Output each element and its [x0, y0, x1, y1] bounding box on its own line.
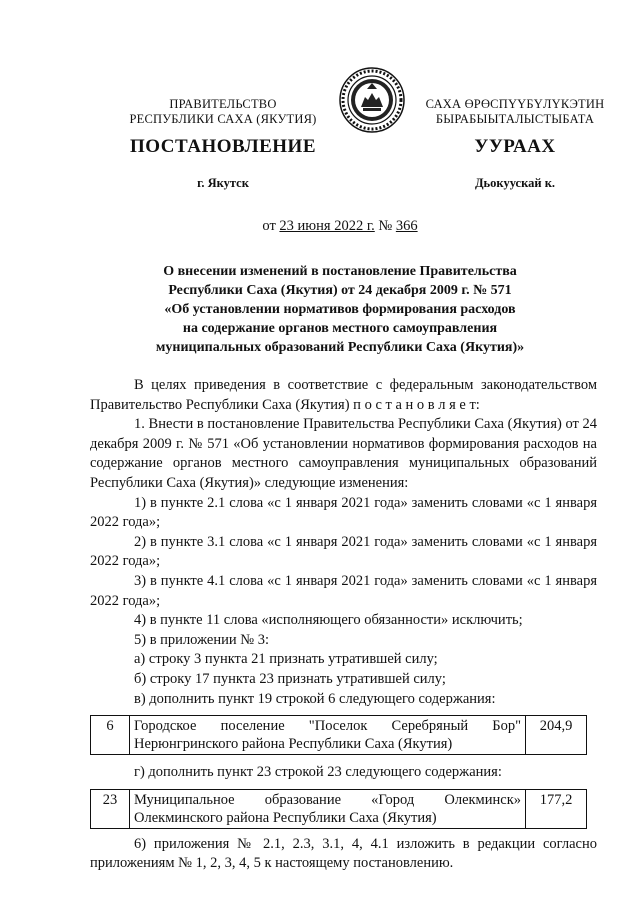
insert-table-2	[90, 789, 587, 829]
norm-value: 204,9	[526, 716, 587, 755]
title-line: муниципальных образований Республики Саха (Якутия)»	[155, 340, 525, 355]
document-title	[60, 262, 620, 357]
title-line: О внесении изменений в постановление Правительства	[163, 264, 517, 279]
table-row	[91, 716, 587, 755]
subitem-1: 1) в пункте 2.1 слова «с 1 января 2021 года» заменить словами «с 1 января 2022 года»;	[90, 494, 597, 531]
table-row	[91, 789, 587, 828]
norm-value: 177,2	[526, 789, 587, 828]
document-body	[90, 376, 597, 874]
header-left-org	[118, 97, 328, 127]
item-1: 1. Внести в постановление Правительства Республики Саха (Якутия) от 24 декабря 2009 г. № 571 «Об установлении нормативов формирования расходов на содержание органов местного самоуправления муниципальных образований Республики Саха (Якутия)» следующие изменения:	[90, 416, 597, 491]
subitem-5d: г) дополнить пункт 23 строкой 23 следующего содержания:	[134, 764, 502, 781]
header-left-line1: ПРАВИТЕЛЬСТВО	[169, 97, 277, 111]
coat-of-arms-emblem	[339, 67, 405, 133]
city-left: г. Якутск	[197, 176, 249, 190]
title-line: «Об установлении нормативов формирования расходов	[164, 302, 516, 317]
date-prefix: от	[262, 218, 276, 234]
subitem-5a: а) строку 3 пункта 21 признать утратившей силу;	[134, 651, 438, 668]
doc-number: 366	[395, 218, 418, 234]
subitem-5c: в) дополнить пункт 19 строкой 6 следующего содержания:	[134, 690, 496, 707]
header-right-org	[415, 97, 615, 127]
municipality-name: Муниципальное образование «Город Олекминск» Олекминского района Республики Саха (Якутия)	[130, 789, 526, 828]
doc-date: 23 июня 2022 г.	[279, 218, 375, 234]
subitem-5: 5) в приложении № 3:	[134, 631, 269, 648]
header-right-line1: САХА ӨРӨСПҮҮБҮЛҮКЭТИН	[425, 97, 605, 111]
number-sign: №	[378, 218, 393, 234]
intro-paragraph: В целях приведения в соответствие с федеральным законодательством Правительство Республики Саха (Якутия) п о с т а н о в л я е т:	[90, 377, 597, 413]
insert-table-1	[90, 715, 587, 755]
subitem-3: 3) в пункте 4.1 слова «с 1 января 2021 года» заменить словами «с 1 января 2022 года»;	[90, 572, 597, 609]
title-line: Республики Саха (Якутия) от 24 декабря 2009 г. № 571	[168, 283, 512, 298]
header-right-line2: БЫРАБЫЫТАЛЫСТЫБАТА	[435, 112, 595, 126]
subitem-6: 6) приложения № 2.1, 2.3, 3.1, 4, 4.1 изложить в редакции согласно приложениям № 1, 2, 3, 4, 5 к настоящему постановлению.	[90, 835, 597, 872]
city-right: Дьокуускай к.	[474, 176, 556, 190]
doc-type-left: ПОСТАНОВЛЕНИЕ	[129, 136, 317, 157]
subitem-2: 2) в пункте 3.1 слова «с 1 января 2021 года» заменить словами «с 1 января 2022 года»;	[90, 533, 597, 570]
row-number: 23	[91, 789, 130, 828]
header-left-line2: РЕСПУБЛИКИ САХА (ЯКУТИЯ)	[129, 112, 317, 126]
title-line: на содержание органов местного самоуправления	[182, 321, 498, 336]
row-number: 6	[91, 716, 130, 755]
doc-type-right: УУРААХ	[474, 136, 556, 157]
date-line	[0, 217, 640, 237]
subitem-4: 4) в пункте 11 слова «исполняющего обязанности» исключить;	[134, 612, 523, 629]
municipality-name: Городское поселение "Поселок Серебряный Бор" Нерюнгринского района Республики Саха (Якутия)	[130, 716, 526, 755]
subitem-5b: б) строку 17 пункта 23 признать утратившей силу;	[134, 670, 446, 687]
